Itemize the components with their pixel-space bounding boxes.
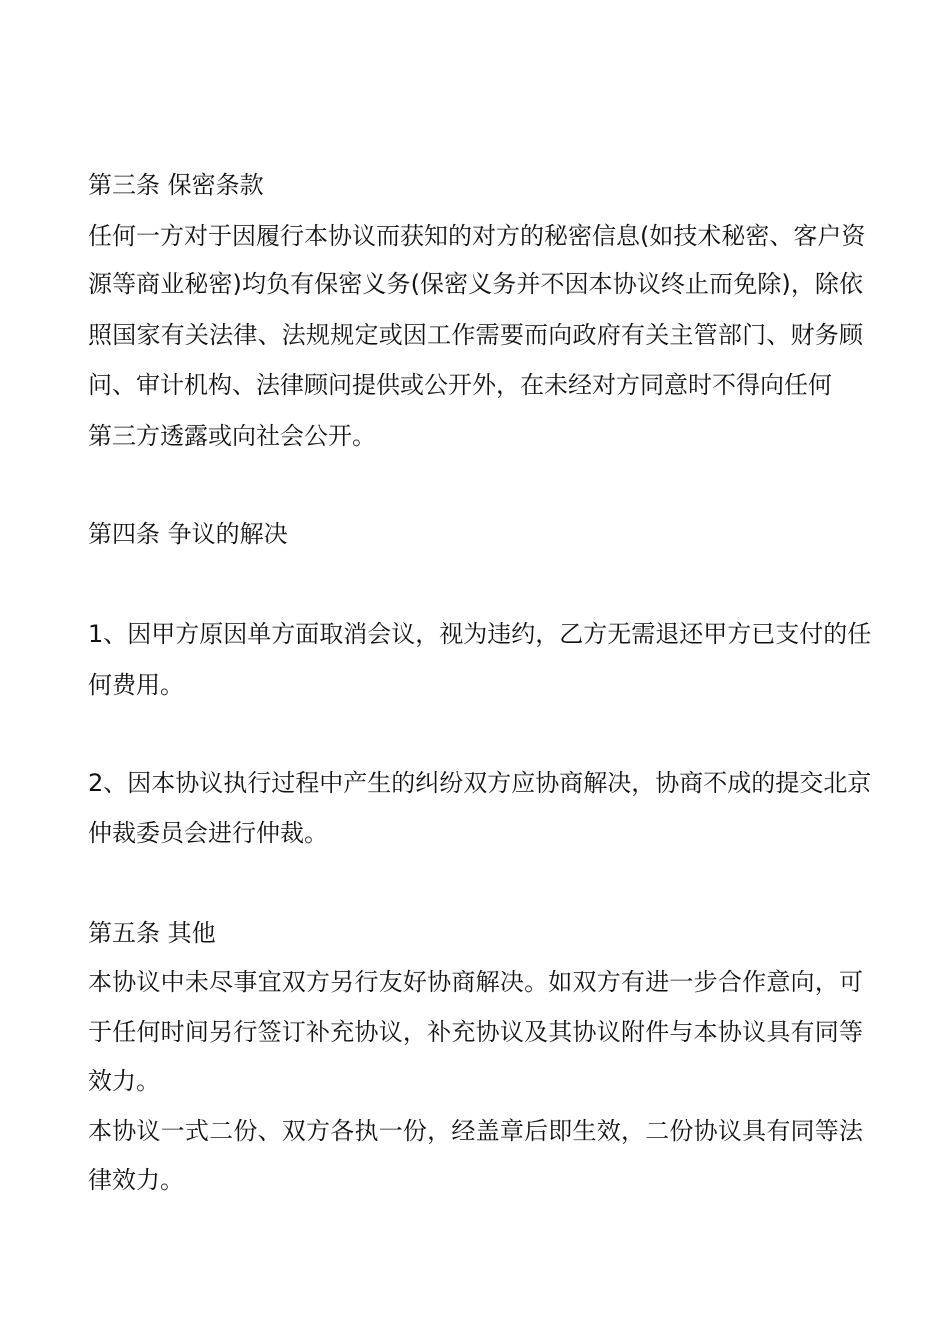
section-3-line-2: 源等商业秘密)均负有保密义务(保密义务并不因本协议终止而免除)，除依 bbox=[88, 270, 863, 298]
section-4-item-2-line-2: 仲裁委员会进行仲裁。 bbox=[88, 819, 328, 847]
section-4-item-2-line-1: 2、因本协议执行过程中产生的纠纷双方应协商解决，协商不成的提交北京 bbox=[88, 769, 872, 797]
section-5-para-1-line-1: 本协议中未尽事宜双方另行友好协商解决。如双方有进一步合作意向，可 bbox=[88, 968, 863, 996]
section-5-heading: 第五条 其他 bbox=[88, 919, 216, 947]
section-5-para-2-line-2: 律效力。 bbox=[88, 1166, 184, 1194]
section-3-line-4: 问、审计机构、法律顾问提供或公开外，在未经对方同意时不得向任何 bbox=[88, 371, 832, 399]
section-4-heading: 第四条 争议的解决 bbox=[88, 520, 288, 548]
section-3-line-5: 第三方透露或向社会公开。 bbox=[88, 422, 376, 450]
section-3-line-1: 任何一方对于因履行本协议而获知的对方的秘密信息(如技术秘密、客户资 bbox=[88, 222, 866, 250]
section-5-para-1-line-3: 效力。 bbox=[88, 1067, 160, 1095]
section-5-para-1-line-2: 于任何时间另行签订补充协议，补充协议及其协议附件与本协议具有同等 bbox=[88, 1018, 863, 1046]
section-4-item-1-line-1: 1、因甲方原因单方面取消会议，视为违约，乙方无需退还甲方已支付的任 bbox=[88, 620, 872, 648]
section-5-para-2-line-1: 本协议一式二份、双方各执一份，经盖章后即生效，二份协议具有同等法 bbox=[88, 1117, 863, 1145]
section-3-heading: 第三条 保密条款 bbox=[88, 171, 264, 199]
section-4-item-1-line-2: 何费用。 bbox=[88, 671, 184, 699]
section-3-line-3: 照国家有关法律、法规规定或因工作需要而向政府有关主管部门、财务顾 bbox=[88, 321, 863, 349]
